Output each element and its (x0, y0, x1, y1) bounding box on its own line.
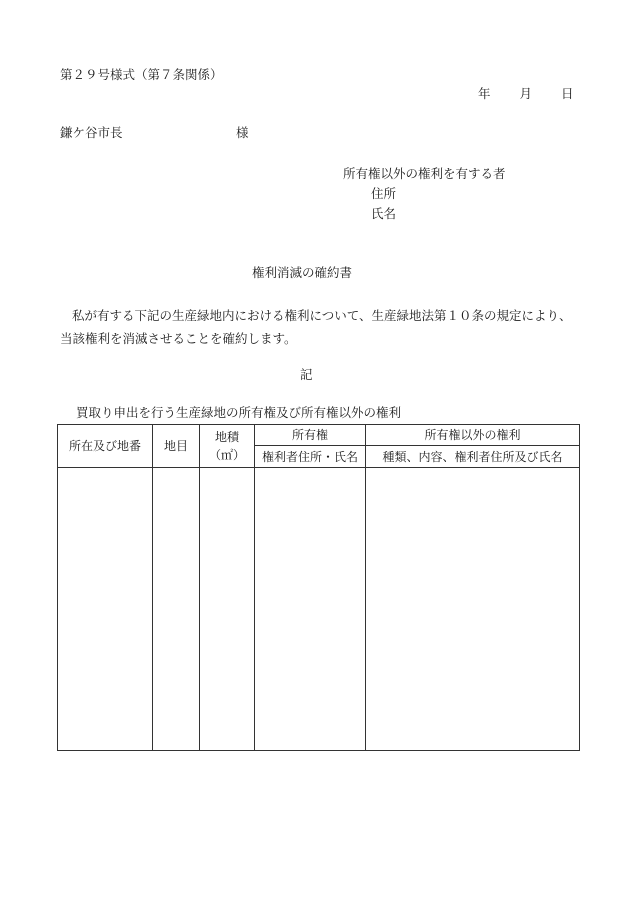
table-header-row (58, 425, 580, 446)
header-other-rights: 所有権以外の権利 (366, 425, 580, 446)
table-row (58, 468, 580, 751)
ki-label: 記 (300, 367, 313, 382)
date-line (478, 86, 574, 102)
cell-land-category[interactable] (153, 468, 200, 751)
header-other-rights-sub: 種類、内容、権利者住所及び氏名 (366, 446, 580, 468)
addressee-honorific: 様 (236, 125, 249, 140)
header-ownership: 所有権 (255, 425, 366, 446)
cell-other-rights[interactable] (366, 468, 580, 751)
body-text: 私が有する下記の生産緑地内における権利について、生産緑地法第１０条の規定により、当該権利を消滅させることを確約します。 (60, 308, 572, 346)
cell-ownership[interactable] (255, 468, 366, 751)
document-title: 権利消滅の確約書 (252, 265, 353, 280)
header-area (200, 425, 255, 468)
applicant-title: 所有権以外の権利を有する者 (343, 166, 506, 181)
cell-area[interactable] (200, 468, 255, 751)
header-location: 所在及び地番 (58, 425, 153, 468)
applicant-name-label: 氏名 (371, 206, 397, 221)
date-day-label: 日 (561, 86, 574, 101)
header-ownership-sub: 権利者住所・氏名 (255, 446, 366, 468)
table-caption: 買取り申出を行う生産緑地の所有権及び所有権以外の権利 (76, 405, 402, 420)
form-number: 第２９号様式（第７条関係） (60, 67, 223, 82)
rights-table (57, 424, 580, 751)
header-area-unit: （㎡） (208, 448, 245, 462)
header-land-category: 地目 (153, 425, 200, 468)
date-year-label: 年 (478, 86, 491, 101)
date-month-label: 月 (519, 86, 533, 101)
applicant-address-label: 住所 (371, 186, 397, 201)
cell-location[interactable] (58, 468, 153, 751)
addressee-name: 鎌ケ谷市長 (60, 125, 123, 140)
header-area-label: 地積 (214, 430, 239, 444)
